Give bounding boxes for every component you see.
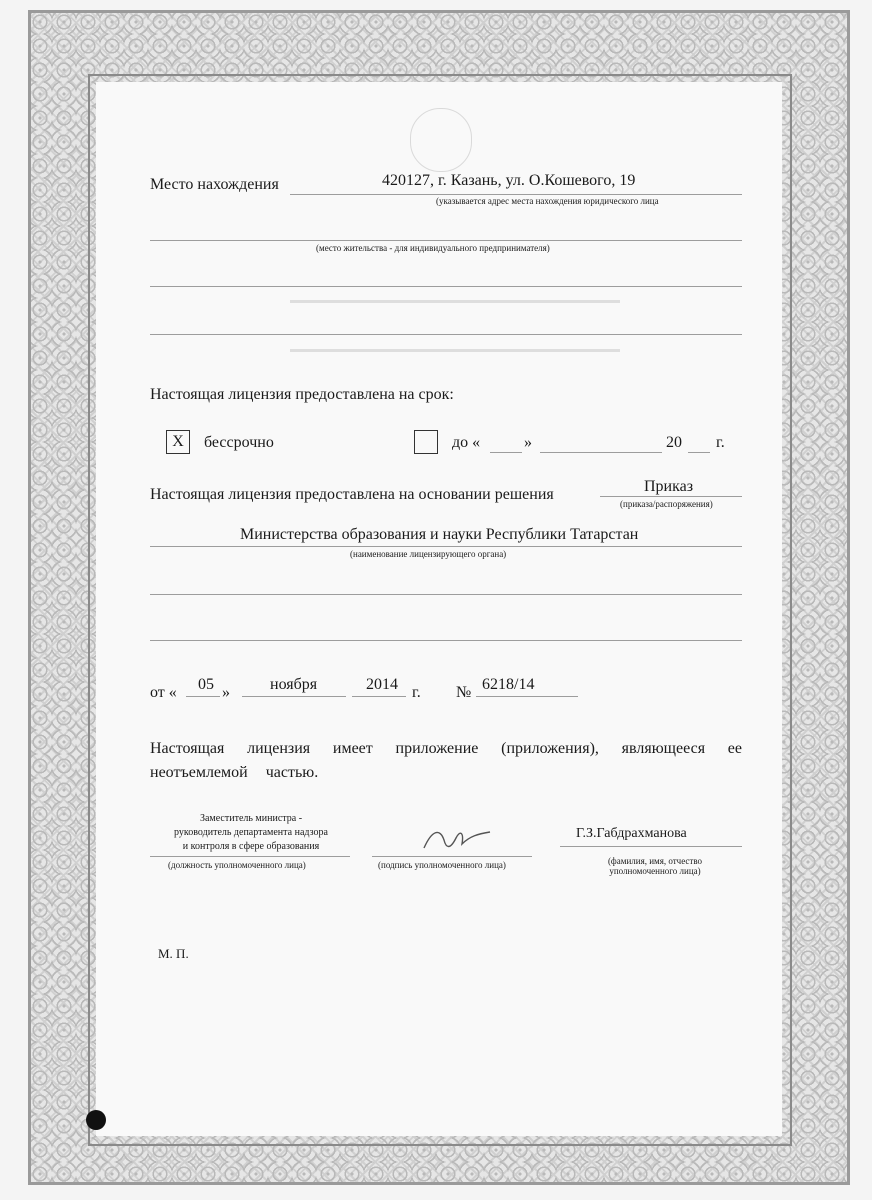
order-number: 6218/14 (482, 676, 535, 693)
until-month-underline (540, 452, 662, 453)
until-year-prefix: 20 (666, 434, 682, 451)
name-underline (560, 846, 742, 847)
date-year-underline (352, 696, 406, 697)
authority-name: Министерства образования и науки Республики Татарстан (240, 526, 639, 543)
date-month: ноября (270, 676, 318, 693)
date-year-suffix: г. (412, 684, 421, 701)
decision-type: Приказ (644, 478, 694, 495)
position-underline (150, 856, 350, 857)
blank-line-1 (150, 286, 742, 287)
position-line-3: и контроля в сфере образования (182, 841, 320, 852)
blank-line-2 (150, 334, 742, 335)
indefinite-checkbox: Х (166, 430, 190, 454)
date-close: » (222, 684, 230, 701)
decision-note: (приказа/распоряжения) (620, 499, 713, 509)
location-underline (290, 194, 742, 195)
blank-line-3 (150, 594, 742, 595)
until-day-underline (490, 452, 522, 453)
position-line-1: Заместитель министра - (199, 813, 303, 824)
decision-underline (600, 496, 742, 497)
number-underline (476, 696, 578, 697)
until-close: » (524, 434, 532, 451)
name-note-line-1: (фамилия, имя, отчество (607, 856, 703, 866)
date-year: 2014 (366, 676, 398, 693)
date-day: 05 (198, 676, 214, 693)
location-individual-note: (место жительства - для индивидуального предпринимателя) (316, 243, 550, 253)
signatory-name: Г.З.Габдрахманова (576, 826, 687, 841)
punch-hole (86, 1110, 106, 1130)
name-note (600, 856, 710, 876)
individual-underline (150, 240, 742, 241)
coat-of-arms-watermark (410, 108, 472, 172)
name-note-line-2: уполномоченного лица) (609, 866, 701, 876)
location-value: 420127, г. Казань, ул. О.Кошевого, 19 (382, 172, 636, 189)
until-checkbox (414, 430, 438, 454)
date-day-underline (186, 696, 220, 697)
until-open: до « (452, 434, 481, 451)
handwritten-signature (418, 822, 498, 858)
appendix-line-2: неотъемлемой частью. (150, 764, 319, 781)
blank-line-4 (150, 640, 742, 641)
signatory-position (156, 812, 346, 854)
position-line-2: руководитель департамента надзора (174, 827, 328, 838)
location-legal-note: (указывается адрес места нахождения юридического лица (436, 196, 659, 206)
authority-note: (наименование лицензирующего органа) (350, 549, 507, 559)
until-year-suffix: г. (716, 434, 725, 451)
signature-underline (372, 856, 532, 857)
location-label: Место нахождения (150, 176, 279, 193)
basis-label: Настоящая лицензия предоставлена на основании решения (150, 486, 554, 503)
indefinite-label: бессрочно (204, 434, 274, 451)
number-label: № (456, 684, 472, 701)
stamp-place: М. П. (158, 946, 189, 961)
until-year-underline (688, 452, 710, 453)
show-through-title-watermark (290, 300, 620, 352)
position-note: (должность уполномоченного лица) (168, 860, 306, 870)
signature-note: (подпись уполномоченного лица) (378, 860, 506, 870)
authority-underline (150, 546, 742, 547)
date-open: от « (150, 684, 177, 701)
appendix-line-1: Настоящая лицензия имеет приложение (приложения), являющееся ее (150, 740, 742, 757)
date-month-underline (242, 696, 346, 697)
term-label: Настоящая лицензия предоставлена на срок: (150, 386, 454, 403)
